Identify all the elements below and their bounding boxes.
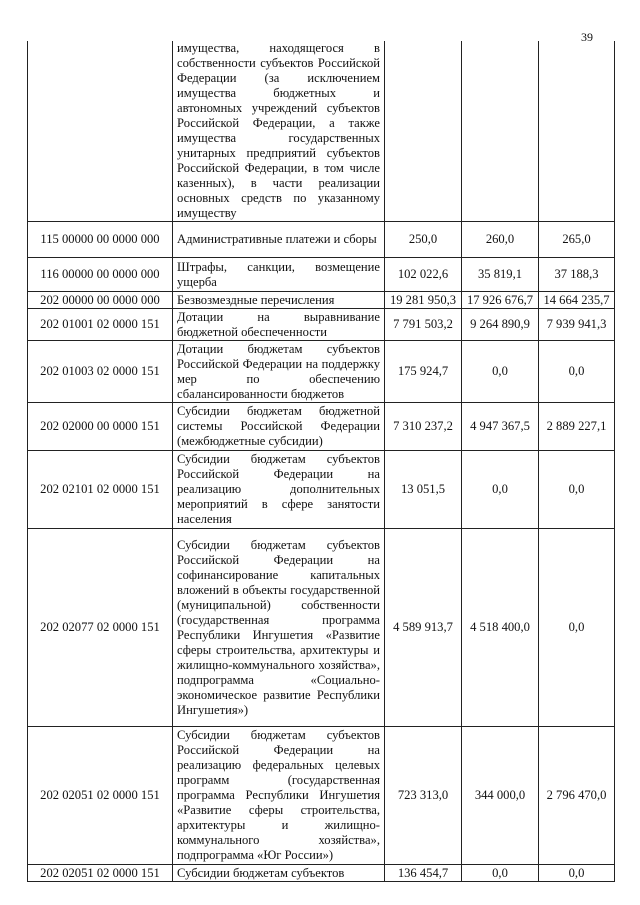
row-value-2: 35 819,1: [462, 258, 539, 292]
row-value-1: 19 281 950,3: [385, 292, 462, 309]
row-value-1: 7 791 503,2: [385, 309, 462, 341]
row-code: 202 01001 02 0000 151: [28, 309, 173, 341]
row-name: Субсидии бюджетам субъектов Российской Федерации на софинансирование капитальных вложений в объекты государственной (муниципальной) собственности (государственная программа Республики Ингушетия «Развитие сферы строительства, архитектуры и жилищно-коммунального хозяйства», подпрограмма «Социально-экономическое развитие Республики Ингушетия»): [173, 529, 385, 727]
row-code: 202 00000 00 0000 000: [28, 292, 173, 309]
table-row: [28, 222, 615, 258]
row-name: Административные платежи и сборы: [173, 222, 385, 258]
row-code: 115 00000 00 0000 000: [28, 222, 173, 258]
row-value-3: 0,0: [539, 529, 615, 727]
row-name: Дотации бюджетам субъектов Российской Федерации на поддержку мер по обеспечению сбалансированности бюджетов: [173, 341, 385, 403]
row-value-3: [539, 41, 615, 222]
row-value-1: 102 022,6: [385, 258, 462, 292]
row-value-3: 2 796 470,0: [539, 727, 615, 865]
row-value-1: 250,0: [385, 222, 462, 258]
budget-revenue-table: [27, 41, 615, 882]
row-value-2: 4 947 367,5: [462, 403, 539, 451]
row-value-3: 37 188,3: [539, 258, 615, 292]
table-row: [28, 529, 615, 727]
table-row: [28, 403, 615, 451]
row-code: 202 01003 02 0000 151: [28, 341, 173, 403]
row-name: Штрафы, санкции, возмещение ущерба: [173, 258, 385, 292]
row-name: Субсидии бюджетам субъектов Российской Федерации на реализацию дополнительных мероприятий в сфере занятости населения: [173, 451, 385, 529]
row-value-2: 17 926 676,7: [462, 292, 539, 309]
row-value-3: 0,0: [539, 341, 615, 403]
row-value-1: 7 310 237,2: [385, 403, 462, 451]
row-code: 202 02051 02 0000 151: [28, 727, 173, 865]
row-value-1: 13 051,5: [385, 451, 462, 529]
row-value-2: 0,0: [462, 451, 539, 529]
page-number: 39: [581, 30, 593, 44]
row-value-3: 7 939 941,3: [539, 309, 615, 341]
table-row: [28, 341, 615, 403]
row-value-3: 0,0: [539, 451, 615, 529]
row-name: Дотации на выравнивание бюджетной обеспеченности: [173, 309, 385, 341]
row-code: 116 00000 00 0000 000: [28, 258, 173, 292]
table-row: [28, 865, 615, 882]
row-value-3: 0,0: [539, 865, 615, 882]
row-value-1: 136 454,7: [385, 865, 462, 882]
row-value-2: [462, 41, 539, 222]
row-name: имущества, находящегося в собственности субъектов Российской Федерации (за исключением имущества бюджетных и автономных учреждений субъектов Российской Федерации, а также имущества государственных унитарных предприятий субъектов Российской Федерации, в том числе казенных), в части реализации основных средств по указанному имуществу: [173, 41, 385, 222]
table-row: [28, 451, 615, 529]
row-value-2: 0,0: [462, 341, 539, 403]
row-name: Безвозмездные перечисления: [173, 292, 385, 309]
row-code: 202 02077 02 0000 151: [28, 529, 173, 727]
row-code: 202 02101 02 0000 151: [28, 451, 173, 529]
row-code: 202 02051 02 0000 151: [28, 865, 173, 882]
table-row: [28, 41, 615, 222]
row-value-3: 14 664 235,7: [539, 292, 615, 309]
row-value-1: [385, 41, 462, 222]
row-value-2: 0,0: [462, 865, 539, 882]
row-code: 202 02000 00 0000 151: [28, 403, 173, 451]
row-value-2: 344 000,0: [462, 727, 539, 865]
row-name: Субсидии бюджетам субъектов: [173, 865, 385, 882]
row-value-2: 4 518 400,0: [462, 529, 539, 727]
row-value-2: 260,0: [462, 222, 539, 258]
row-name: Субсидии бюджетам бюджетной системы Российской Федерации (межбюджетные субсидии): [173, 403, 385, 451]
row-value-2: 9 264 890,9: [462, 309, 539, 341]
table-row: [28, 258, 615, 292]
row-value-1: 175 924,7: [385, 341, 462, 403]
row-value-3: 265,0: [539, 222, 615, 258]
table-row: [28, 727, 615, 865]
table-row: [28, 292, 615, 309]
row-value-1: 723 313,0: [385, 727, 462, 865]
row-value-3: 2 889 227,1: [539, 403, 615, 451]
row-code: [28, 41, 173, 222]
row-value-1: 4 589 913,7: [385, 529, 462, 727]
row-name: Субсидии бюджетам субъектов Российской Федерации на реализацию федеральных целевых программ (государственная программа Республики Ингушетия «Развитие сферы строительства, архитектуры и жилищно-коммунального хозяйства», подпрограмма «Юг России»): [173, 727, 385, 865]
table-row: [28, 309, 615, 341]
